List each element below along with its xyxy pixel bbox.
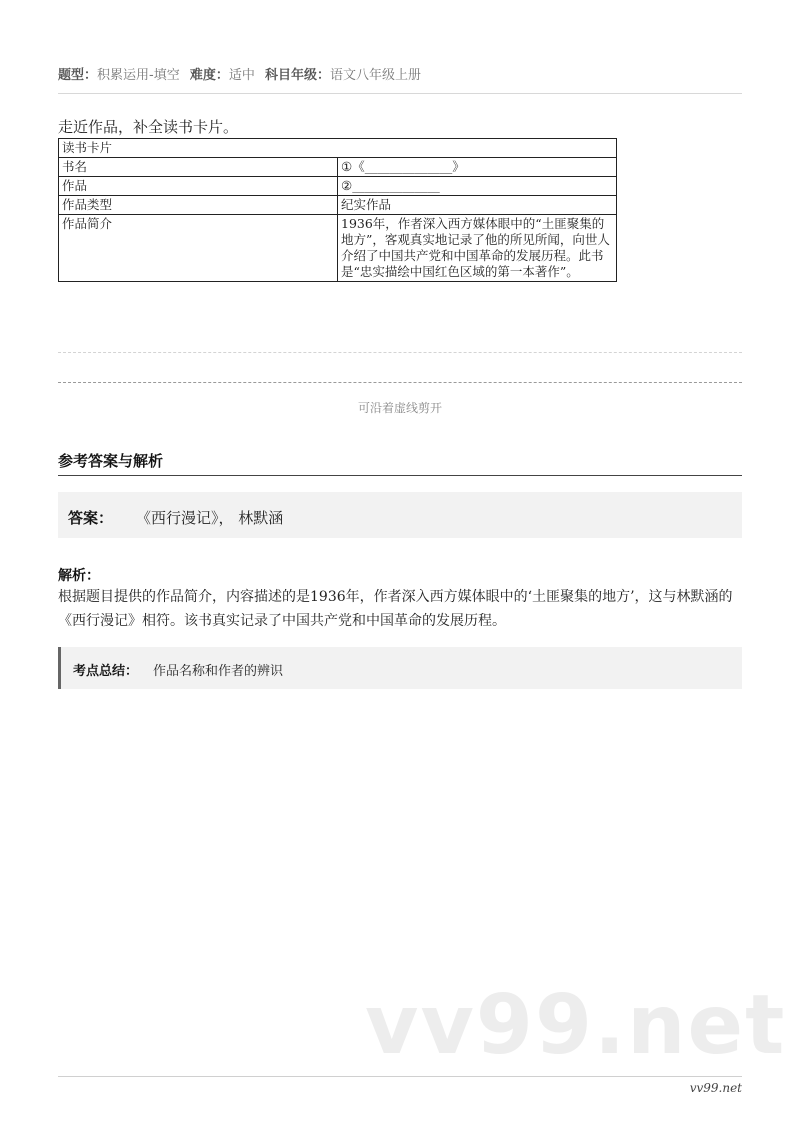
grade-value: 语文八年级上册: [330, 68, 422, 83]
answer-label: 答案：: [68, 509, 114, 527]
question-meta: [58, 64, 742, 83]
card-value-blank-2: ②______________: [338, 177, 617, 196]
card-key: 书名: [59, 158, 338, 177]
card-row-book-name: [59, 158, 617, 177]
answer-section-title: 参考答案与解析: [58, 452, 164, 470]
difficulty-label: 难度：: [189, 68, 229, 83]
card-row-type: [59, 196, 617, 215]
answer-box: [58, 492, 742, 538]
top-divider: [58, 93, 742, 94]
card-title-row: [59, 139, 617, 158]
footer-site: vv99.net: [689, 1081, 742, 1095]
card-value: 1936年，作者深入西方媒体眼中的“土匪聚集的地方”，客观真实地记录了他的所见所闻，向世人介绍了中国共产党和中国革命的发展历程。此书是“忠实描绘中国红色区域的第一本著作”。: [338, 215, 617, 282]
card-row-intro: [59, 215, 617, 282]
key-point-value: 作品名称和作者的辨识: [153, 664, 284, 679]
answer-divider: [58, 475, 742, 476]
card-value-blank-1: ①《______________》: [338, 158, 617, 177]
type-value: 积累运用-填空: [97, 68, 180, 83]
question-prompt: 走近作品，补全读书卡片。: [58, 118, 239, 136]
answer-value: 《西行漫记》， 林默涵: [136, 509, 284, 527]
key-point-box: [58, 647, 742, 689]
bottom-divider: [58, 1076, 742, 1077]
watermark: vv99.net: [365, 978, 787, 1073]
card-key: 作品类型: [59, 196, 338, 215]
type-label: 题型：: [58, 68, 98, 83]
cut-dashed-line: [58, 382, 742, 383]
card-row-author: [59, 177, 617, 196]
grade-label: 科目年级：: [265, 68, 331, 83]
analysis-label: 解析：: [58, 568, 100, 584]
card-key: 作品: [59, 177, 338, 196]
cut-line-hint: 可沿着虚线剪开: [357, 401, 442, 415]
analysis-text: 根据题目提供的作品简介，内容描述的是1936年，作者深入西方媒体眼中的‘土匪聚集的地方’，这与林默涵的《西行漫记》相符。该书真实记录了中国共产党和中国革命的发展历程。: [58, 589, 733, 629]
difficulty-value: 适中: [228, 68, 255, 83]
card-title: 读书卡片: [59, 139, 617, 158]
key-point-label: 考点总结：: [73, 664, 139, 679]
card-key: 作品简介: [59, 215, 338, 282]
light-dashed-divider: [58, 352, 742, 353]
reading-card-table: [58, 138, 617, 282]
card-value: 纪实作品: [338, 196, 617, 215]
